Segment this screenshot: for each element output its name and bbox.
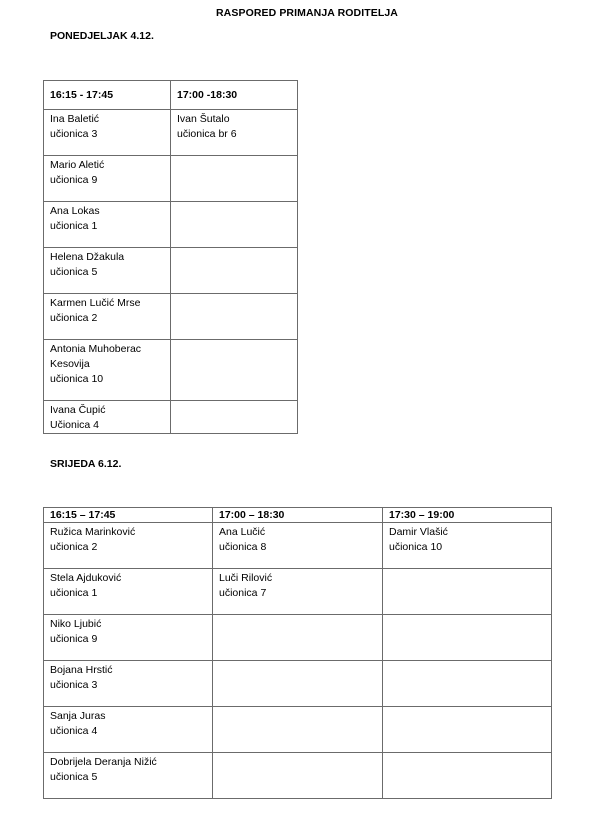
column-header: 16:15 - 17:45 [44,81,171,110]
teacher-name: Ana Lučić [219,526,266,538]
table-cell [44,248,171,294]
classroom: učionica 3 [50,128,98,140]
table-cell [44,523,213,569]
day-heading-monday: PONEDJELJAK 4.12. [50,30,154,42]
table-row [44,661,552,707]
table-cell-empty [171,340,298,401]
table-header-row [44,81,298,110]
column-header: 17:30 – 19:00 [383,508,552,523]
table-row [44,248,298,294]
teacher-name: Ivan Šutalo [177,113,230,125]
table-row [44,294,298,340]
classroom: učionica br 6 [177,128,237,140]
table-cell-empty [213,661,383,707]
column-header: 17:00 -18:30 [171,81,298,110]
teacher-name: Dobrijela Deranja Nižić [50,756,157,768]
teacher-name: Mario Aletić [50,159,105,171]
table-cell-empty [213,753,383,799]
table-row [44,202,298,248]
classroom: učionica 9 [50,174,98,186]
table-cell [44,202,171,248]
table-row [44,401,298,434]
table-cell-empty [383,569,552,615]
teacher-name: Luči Rilović [219,572,273,584]
teacher-name: Sanja Juras [50,710,106,722]
teacher-name: Antonia Muhoberac Kesovija [50,343,142,370]
column-header: 17:00 – 18:30 [213,508,383,523]
table-cell-empty [171,202,298,248]
table-cell [44,294,171,340]
table-cell-empty [383,615,552,661]
table-header-row [44,508,552,523]
classroom: učionica 5 [50,771,98,783]
table-cell-empty [383,707,552,753]
table-cell [44,401,171,434]
classroom: učionica 8 [219,541,267,553]
table-cell [44,707,213,753]
teacher-name: Niko Ljubić [50,618,102,630]
table-cell [44,569,213,615]
teacher-name: Ina Baletić [50,113,100,125]
teacher-name: Bojana Hrstić [50,664,113,676]
classroom: učionica 9 [50,633,98,645]
classroom: učionica 2 [50,312,98,324]
table-row [44,156,298,202]
classroom: učionica 1 [50,587,98,599]
column-header: 16:15 – 17:45 [44,508,213,523]
teacher-name: Helena Džakula [50,251,125,263]
table-cell [171,110,298,156]
classroom: učionica 10 [389,541,443,553]
table-cell-empty [171,248,298,294]
teacher-name: Stela Ajduković [50,572,122,584]
table-cell [44,615,213,661]
table-cell-empty [171,294,298,340]
classroom: učionica 10 [50,373,104,385]
schedule-table-monday [43,80,298,434]
classroom: učionica 1 [50,220,98,232]
teacher-name: Ružica Marinković [50,526,136,538]
schedule-table-wednesday [43,507,552,799]
classroom: Učionica 4 [50,419,100,431]
table-cell [44,340,171,401]
teacher-name: Damir Vlašić [389,526,448,538]
table-cell-empty [383,661,552,707]
table-cell [44,110,171,156]
table-row [44,340,298,401]
teacher-name: Ana Lokas [50,205,100,217]
table-cell-empty [213,615,383,661]
table-row [44,753,552,799]
table-row [44,110,298,156]
table-cell [44,156,171,202]
table-cell-empty [171,156,298,202]
document-title: RASPORED PRIMANJA RODITELJA [216,7,398,19]
table-row [44,523,552,569]
classroom: učionica 2 [50,541,98,553]
table-row [44,569,552,615]
teacher-name: Ivana Čupić [50,404,106,416]
classroom: učionica 3 [50,679,98,691]
table-cell-empty [383,753,552,799]
table-cell [44,753,213,799]
table-cell [213,523,383,569]
classroom: učionica 5 [50,266,98,278]
table-cell [383,523,552,569]
teacher-name: Karmen Lučić Mrse [50,297,141,309]
table-cell [213,569,383,615]
table-cell-empty [171,401,298,434]
table-cell-empty [213,707,383,753]
table-row [44,615,552,661]
classroom: učionica 4 [50,725,98,737]
day-heading-wednesday: SRIJEDA 6.12. [50,458,122,470]
classroom: učionica 7 [219,587,267,599]
table-row [44,707,552,753]
table-cell [44,661,213,707]
